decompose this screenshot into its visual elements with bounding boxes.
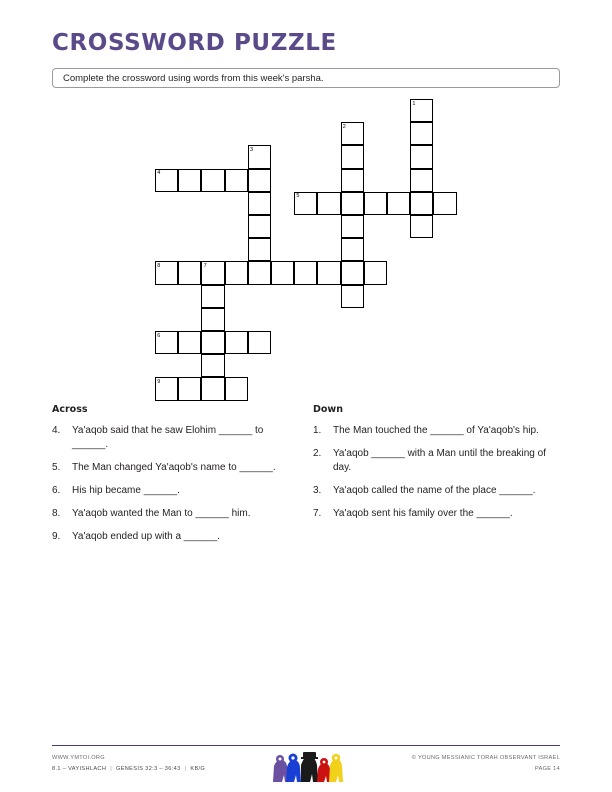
crossword-cell-number: 1 [412, 100, 416, 107]
crossword-cell[interactable] [201, 354, 224, 377]
down-clue-list [313, 424, 557, 530]
crossword-cell[interactable] [364, 261, 387, 284]
crossword-cell[interactable] [178, 261, 201, 284]
clue-number: 9. [52, 531, 61, 542]
clue-number: 2. [313, 448, 322, 459]
crossword-cell[interactable] [341, 192, 364, 215]
clue-number: 3. [313, 485, 322, 496]
footer-separator-1: | [110, 766, 113, 772]
crossword-cell[interactable] [341, 122, 364, 145]
clue-number: 5. [52, 462, 61, 473]
crossword-cell[interactable] [225, 331, 248, 354]
crossword-cell[interactable] [294, 261, 317, 284]
crossword-cell-number: 4 [157, 170, 161, 177]
down-heading: Down [313, 404, 343, 415]
crossword-cell[interactable] [155, 261, 178, 284]
crossword-cell[interactable] [317, 192, 340, 215]
clue-text: The Man touched the ______ of Ya'aqob's hip. [333, 425, 539, 436]
page-title: CROSSWORD PUZZLE [52, 30, 337, 56]
clue-item-across-5 [52, 461, 296, 475]
crossword-cell[interactable] [410, 169, 433, 192]
crossword-cell[interactable] [341, 215, 364, 238]
clue-number: 7. [313, 508, 322, 519]
clue-text: Ya'aqob said that he saw Elohim ______ to ______. [72, 425, 264, 450]
clue-item-down-3 [313, 484, 557, 498]
crossword-cell[interactable] [364, 192, 387, 215]
crossword-cell-number: 8 [157, 262, 161, 269]
crossword-cell[interactable] [248, 238, 271, 261]
crossword-cell[interactable] [201, 261, 224, 284]
clue-number: 1. [313, 425, 322, 436]
clue-number: 8. [52, 508, 61, 519]
crossword-cell[interactable] [178, 169, 201, 192]
crossword-cell[interactable] [248, 331, 271, 354]
crossword-cell[interactable] [341, 285, 364, 308]
crossword-cell[interactable] [178, 377, 201, 400]
crossword-cell[interactable] [248, 215, 271, 238]
crossword-cell[interactable] [248, 145, 271, 168]
clue-item-across-9 [52, 530, 296, 544]
crossword-cell[interactable] [248, 261, 271, 284]
clue-item-across-8 [52, 507, 296, 521]
crossword-cell[interactable] [341, 238, 364, 261]
clue-text: The Man changed Ya'aqob's name to ______. [72, 462, 276, 473]
clue-text: Ya'aqob called the name of the place ______. [333, 485, 536, 496]
crossword-cell[interactable] [410, 215, 433, 238]
instruction-text: Complete the crossword using words from this week's parsha. [63, 73, 324, 84]
crossword-cell[interactable] [317, 261, 340, 284]
clue-item-down-2 [313, 447, 557, 475]
crossword-cell[interactable] [201, 285, 224, 308]
crossword-cell[interactable] [225, 377, 248, 400]
crossword-cell[interactable] [178, 331, 201, 354]
crossword-cell-number: 9 [157, 378, 161, 385]
crossword-cell[interactable] [201, 377, 224, 400]
crossword-cell-number: 3 [250, 146, 254, 153]
footer-left-block [52, 753, 205, 775]
crossword-cell[interactable] [225, 261, 248, 284]
clue-number: 4. [52, 425, 61, 436]
crossword-cell[interactable] [225, 169, 248, 192]
footer-scripture: GENESIS 32:3 – 36:43 [116, 766, 181, 772]
crossword-cell[interactable] [433, 192, 456, 215]
footer-page-number: PAGE 14 [534, 766, 560, 772]
crossword-cell[interactable] [410, 192, 433, 215]
clue-text: Ya'aqob ______ with a Man until the breaking of day. [333, 448, 546, 473]
footer-divider [52, 745, 560, 746]
crossword-cell-number: 5 [296, 193, 300, 200]
crossword-cell[interactable] [155, 377, 178, 400]
crossword-cell-number: 7 [203, 262, 207, 269]
crossword-cell[interactable] [341, 261, 364, 284]
clue-text: Ya'aqob sent his family over the ______. [333, 508, 513, 519]
clue-item-across-6 [52, 484, 296, 498]
clue-item-down-7 [313, 507, 557, 521]
clue-text: Ya'aqob ended up with a ______. [72, 531, 220, 542]
footer-lesson: 8.1 – VAYISHLACH [52, 766, 107, 772]
footer-separator-2: | [184, 766, 187, 772]
crossword-cell[interactable] [248, 169, 271, 192]
footer-right-block [412, 753, 560, 775]
crossword-cell[interactable] [201, 308, 224, 331]
crossword-cell[interactable] [410, 99, 433, 122]
clue-number: 6. [52, 485, 61, 496]
footer-code: KB/G [190, 766, 206, 772]
clue-item-down-1 [313, 424, 557, 438]
crossword-cell-number: 6 [157, 332, 161, 339]
crossword-cell[interactable] [294, 192, 317, 215]
crossword-cell[interactable] [271, 261, 294, 284]
clue-item-across-4 [52, 424, 296, 452]
crossword-cell[interactable] [410, 145, 433, 168]
footer-copyright: © YOUNG MESSIANIC TORAH OBSERVANT ISRAEL [411, 755, 560, 761]
crossword-cell[interactable] [341, 145, 364, 168]
crossword-cell[interactable] [201, 169, 224, 192]
across-clue-list [52, 424, 296, 553]
clue-text: His hip became ______. [72, 485, 180, 496]
crossword-cell[interactable] [248, 192, 271, 215]
crossword-cell-number: 2 [342, 123, 346, 130]
footer-website[interactable]: WWW.YMTOI.ORG [52, 755, 105, 761]
crossword-cell[interactable] [155, 331, 178, 354]
crossword-cell[interactable] [155, 169, 178, 192]
ymtoi-logo-icon [266, 750, 346, 788]
clue-text: Ya'aqob wanted the Man to ______ him. [72, 508, 251, 519]
crossword-cell[interactable] [410, 122, 433, 145]
across-heading: Across [52, 404, 88, 415]
crossword-cell[interactable] [341, 169, 364, 192]
crossword-cell[interactable] [387, 192, 410, 215]
crossword-cell[interactable] [201, 331, 224, 354]
